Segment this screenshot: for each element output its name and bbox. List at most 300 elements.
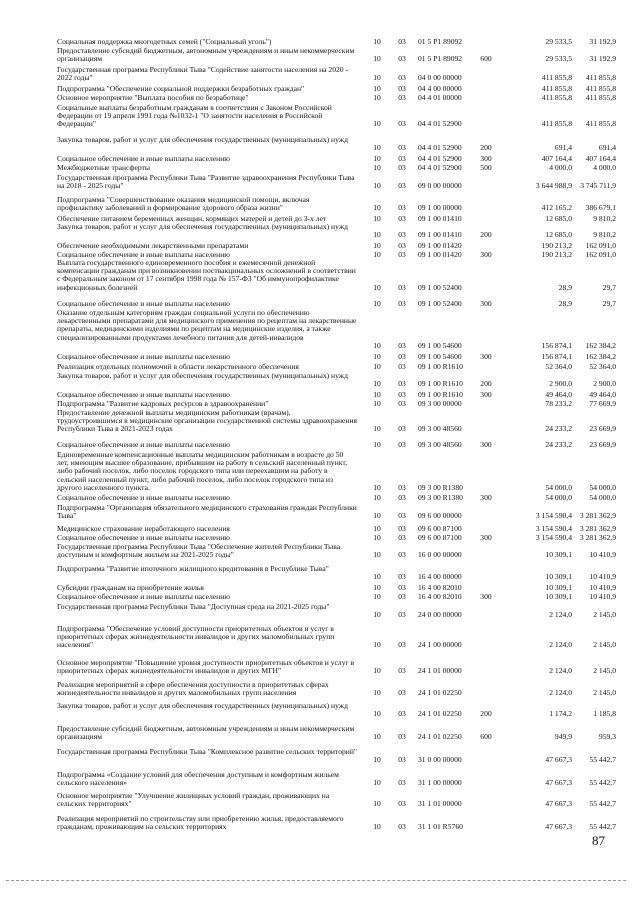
row-amount-2023: 23 669,9 xyxy=(589,424,616,434)
table-row xyxy=(0,38,640,46)
row-amount-2023: 411 855,8 xyxy=(585,92,616,102)
row-amount-2023: 77 669,9 xyxy=(589,398,616,408)
table-row xyxy=(0,409,640,434)
row-name: Социальное обеспечение и иные выплаты населению xyxy=(57,533,230,542)
row-name: Государственная программа Республики Тыва "Содействие занятости населения на 2020 - 2022 годы" xyxy=(57,65,349,83)
row-name: Основное мероприятие "Улучшение жилищных условий граждан, проживающих на сельских территориях" xyxy=(57,791,330,809)
row-subsection: 03 xyxy=(398,203,406,213)
row-amount-2022: 49 464,0 xyxy=(545,389,572,399)
table-row xyxy=(0,702,640,718)
row-section: 10 xyxy=(373,778,381,788)
row-expense-type: 300 xyxy=(480,439,492,449)
row-subsection: 03 xyxy=(398,119,406,129)
row-amount-2022: 10 309,1 xyxy=(545,582,572,592)
row-amount-2023: 55 442,7 xyxy=(589,778,616,788)
row-name: Государственная программа Республики Тыва "Доступная среда на 2021-2025 годы" xyxy=(57,602,330,611)
table-row xyxy=(0,372,640,388)
row-amount-2022: 2 900,0 xyxy=(549,379,572,389)
row-target-code: 16 4 00 00000 xyxy=(418,572,462,582)
row-section: 10 xyxy=(373,351,381,361)
row-amount-2023: 55 442,7 xyxy=(589,822,616,832)
row-target-code: 09 6 00 00000 xyxy=(418,511,462,521)
row-target-code: 16 0 00 00000 xyxy=(418,550,462,560)
row-section: 10 xyxy=(373,424,381,434)
row-target-code: 04 4 01 00000 xyxy=(418,92,462,102)
row-target-code: 09 1 00 R1610 xyxy=(418,379,463,389)
table-row xyxy=(0,66,640,82)
row-target-code: 09 1 00 01420 xyxy=(418,240,462,250)
row-amount-2023: 162 091,0 xyxy=(585,249,616,259)
row-amount-2022: 412 165,2 xyxy=(541,203,572,213)
row-amount-2022: 29 533,5 xyxy=(545,36,572,46)
row-name: Социальная поддержка многодетных семей ("Социальный уголь") xyxy=(57,37,272,46)
table-row xyxy=(0,625,640,650)
table-row xyxy=(0,543,640,559)
row-amount-2022: 47 667,3 xyxy=(545,822,572,832)
table-row xyxy=(0,441,640,449)
row-name: Реализация мероприятий по строительству или приобретению жилья, предоставляемого гражданам, проживающим на сельских территориях xyxy=(57,814,344,832)
row-subsection: 03 xyxy=(398,732,406,742)
row-subsection: 03 xyxy=(398,282,406,292)
row-target-code: 24 1 00 00000 xyxy=(418,640,462,650)
row-amount-2022: 4 000,0 xyxy=(549,162,572,172)
row-amount-2023: 10 410,9 xyxy=(589,572,616,582)
table-row xyxy=(0,94,640,102)
row-amount-2022: 156 874,1 xyxy=(541,351,572,361)
row-name: Предоставление субсидий бюджетным, автономным учреждениям и иным некоммерческим организациям xyxy=(57,46,355,64)
row-amount-2022: 2 124,0 xyxy=(549,688,572,698)
row-subsection: 03 xyxy=(398,439,406,449)
row-expense-type: 600 xyxy=(480,54,492,64)
row-section: 10 xyxy=(373,379,381,389)
row-section: 10 xyxy=(373,389,381,399)
row-subsection: 03 xyxy=(398,340,406,350)
row-subsection: 03 xyxy=(398,424,406,434)
table-row xyxy=(0,136,640,152)
row-target-code: 01 5 Р1 89092 xyxy=(418,54,463,64)
row-amount-2023: 3 745 711,9 xyxy=(580,181,616,191)
row-subsection: 03 xyxy=(398,511,406,521)
row-subsection: 03 xyxy=(398,230,406,240)
row-amount-2022: 47 667,3 xyxy=(545,755,572,765)
row-subsection: 03 xyxy=(398,298,406,308)
row-target-code: 09 1 00 R1610 xyxy=(418,361,463,371)
table-row xyxy=(0,451,640,492)
row-section: 10 xyxy=(373,298,381,308)
row-section: 10 xyxy=(373,610,381,620)
row-name: Закупка товаров, работ и услуг для обеспечения государственных (муниципальных) нужд xyxy=(57,371,348,380)
row-amount-2023: 1 185,8 xyxy=(593,709,616,719)
row-amount-2022: 28,9 xyxy=(558,282,572,292)
row-amount-2022: 24 233,2 xyxy=(545,439,572,449)
page-number: 87 xyxy=(592,833,605,848)
row-name: Социальное обеспечение и иные выплаты населению xyxy=(57,592,230,601)
table-row xyxy=(0,104,640,129)
row-name: Подпрограмма "Совершенствование оказания медицинской помощи, включая профилактику заболеваний и формирование здорового образа жизни" xyxy=(57,195,310,213)
table-row xyxy=(0,353,640,361)
row-amount-2022: 411 855,8 xyxy=(541,92,572,102)
row-subsection: 03 xyxy=(398,640,406,650)
row-target-code: 09 6 00 87100 xyxy=(418,532,462,542)
table-row xyxy=(0,391,640,399)
row-target-code: 09 1 00 R1610 xyxy=(418,389,463,399)
row-name: Подпрограмма "Обеспечение социальной поддержки безработных граждан" xyxy=(57,84,305,93)
row-amount-2022: 1 174,2 xyxy=(549,709,572,719)
row-amount-2023: 4 000,0 xyxy=(593,162,616,172)
row-name: Единовременные компенсационные выплаты медицинским работникам в возрасте до 50 лет, имеющим высшее образование, прибывшим на работу в сельский населенный пункт, либо рабочий поселок, либо поселок городского типа или переехавшим на работу в сельский населенный пункт, либо рабочий поселок, либо поселок городского типа из другого населенного пункта. xyxy=(57,450,348,492)
row-amount-2023: 162 384,2 xyxy=(585,340,616,350)
row-subsection: 03 xyxy=(398,799,406,809)
row-section: 10 xyxy=(373,83,381,93)
row-amount-2022: 54 000,0 xyxy=(545,492,572,502)
row-section: 10 xyxy=(373,799,381,809)
table-row xyxy=(0,363,640,371)
row-name: Подпрограмма "Обеспечение условий доступности приоритетных объектов и услуг в приоритетных сферах жизнедеятельности инвалидов и других маломобильных групп населения" xyxy=(57,624,335,650)
row-target-code: 04 4 01 52900 xyxy=(418,162,462,172)
row-section: 10 xyxy=(373,688,381,698)
row-amount-2023: 31 192,9 xyxy=(589,36,616,46)
row-target-code: 24 1 01 02250 xyxy=(418,709,462,719)
table-row xyxy=(0,309,640,350)
row-subsection: 03 xyxy=(398,213,406,223)
row-target-code: 31 1 01 00000 xyxy=(418,799,462,809)
table-row xyxy=(0,593,640,601)
table-row xyxy=(0,196,640,212)
row-subsection: 03 xyxy=(398,822,406,832)
table-row xyxy=(0,584,640,592)
row-amount-2022: 24 233,2 xyxy=(545,424,572,434)
row-name: Предоставление субсидий бюджетным, автономным учреждениям и иным некоммерческим организациям xyxy=(57,724,355,742)
row-amount-2022: 411 855,8 xyxy=(541,83,572,93)
footer-divider xyxy=(6,880,626,881)
row-amount-2022: 949,9 xyxy=(554,732,572,742)
row-amount-2022: 3 154 590,4 xyxy=(535,523,572,533)
row-expense-type: 200 xyxy=(480,143,492,153)
row-target-code: 31 1 01 R5760 xyxy=(418,822,463,832)
row-name: Закупка товаров, работ и услуг для обеспечения государственных (муниципальных) нужд xyxy=(57,135,348,144)
row-target-code: 24 1 01 02250 xyxy=(418,732,462,742)
row-section: 10 xyxy=(373,361,381,371)
row-amount-2022: 12 685,0 xyxy=(545,213,572,223)
row-amount-2023: 9 810,2 xyxy=(593,213,616,223)
table-row xyxy=(0,525,640,533)
row-amount-2022: 47 667,3 xyxy=(545,799,572,809)
table-row xyxy=(0,748,640,764)
row-amount-2023: 3 281 362,9 xyxy=(579,511,616,521)
row-amount-2023: 54 000,0 xyxy=(589,492,616,502)
table-row xyxy=(0,155,640,163)
row-subsection: 03 xyxy=(398,550,406,560)
row-name: Межбюджетные трансферты xyxy=(57,163,150,172)
table-row xyxy=(0,565,640,581)
row-section: 10 xyxy=(373,709,381,719)
row-amount-2022: 12 685,0 xyxy=(545,230,572,240)
row-section: 10 xyxy=(373,119,381,129)
row-subsection: 03 xyxy=(398,755,406,765)
row-amount-2023: 10 410,9 xyxy=(589,550,616,560)
table-row xyxy=(0,681,640,697)
row-section: 10 xyxy=(373,213,381,223)
row-subsection: 03 xyxy=(398,162,406,172)
row-amount-2022: 3 644 988,9 xyxy=(535,181,572,191)
row-target-code: 31 0 00 00000 xyxy=(418,755,462,765)
row-target-code: 09 1 00 52400 xyxy=(418,282,462,292)
row-section: 10 xyxy=(373,666,381,676)
row-target-code: 04 4 01 52900 xyxy=(418,119,462,129)
row-amount-2023: 3 281 362,9 xyxy=(579,523,616,533)
row-section: 10 xyxy=(373,240,381,250)
row-expense-type: 300 xyxy=(480,532,492,542)
row-amount-2023: 386 679,1 xyxy=(585,203,616,213)
row-amount-2023: 691,4 xyxy=(598,143,616,153)
row-expense-type: 300 xyxy=(480,153,492,163)
row-amount-2023: 54 000,0 xyxy=(589,482,616,492)
row-subsection: 03 xyxy=(398,482,406,492)
table-row xyxy=(0,164,640,172)
row-subsection: 03 xyxy=(398,523,406,533)
row-expense-type: 300 xyxy=(480,492,492,502)
row-target-code: 09 3 00 48560 xyxy=(418,424,462,434)
row-subsection: 03 xyxy=(398,153,406,163)
row-amount-2022: 29 533,5 xyxy=(545,54,572,64)
row-section: 10 xyxy=(373,482,381,492)
row-name: Основное мероприятие "Повышение уровня доступности приоритетных объектов и услуг в приоритетных сферах жизнедеятельности инвалидов и других МГН" xyxy=(57,658,355,676)
row-section: 10 xyxy=(373,439,381,449)
row-subsection: 03 xyxy=(398,379,406,389)
table-row xyxy=(0,400,640,408)
row-name: Предоставление денежной выплаты медицинским работникам (врачам), трудоустроившимся в медицинские организации государственной системы здравоохранения Республики Тыва в 2021-2023 годах xyxy=(57,408,358,434)
row-section: 10 xyxy=(373,249,381,259)
row-amount-2022: 2 124,0 xyxy=(549,640,572,650)
row-name: Социальное обеспечение и иные выплаты населению xyxy=(57,352,230,361)
row-subsection: 03 xyxy=(398,572,406,582)
row-subsection: 03 xyxy=(398,181,406,191)
row-subsection: 03 xyxy=(398,492,406,502)
row-target-code: 09 1 00 54600 xyxy=(418,351,462,361)
row-section: 10 xyxy=(373,73,381,83)
row-expense-type: 300 xyxy=(480,298,492,308)
row-name: Подпрограмма "Организация обязательного медицинского страхования граждан Республики Тыва" xyxy=(57,503,357,521)
row-target-code: 24 1 01 00000 xyxy=(418,666,462,676)
row-amount-2023: 3 281 362,9 xyxy=(579,532,616,542)
row-section: 10 xyxy=(373,532,381,542)
row-amount-2022: 28,9 xyxy=(558,298,572,308)
row-name: Социальное обеспечение и иные выплаты населению xyxy=(57,390,230,399)
row-name: Медицинское страхование неработающего населения xyxy=(57,524,230,533)
row-target-code: 09 3 00 48560 xyxy=(418,439,462,449)
row-amount-2022: 10 309,1 xyxy=(545,572,572,582)
row-amount-2022: 411 855,8 xyxy=(541,73,572,83)
row-amount-2022: 2 124,0 xyxy=(549,610,572,620)
table-row xyxy=(0,259,640,292)
table-row xyxy=(0,494,640,502)
row-section: 10 xyxy=(373,92,381,102)
row-amount-2023: 411 855,8 xyxy=(585,119,616,129)
row-name: Реализация мероприятий в сфере обеспечения доступности в приоритетных сферах жизнедеятельности инвалидов и других маломобильных групп населения xyxy=(57,680,329,698)
row-amount-2023: 55 442,7 xyxy=(589,755,616,765)
row-target-code: 09 0 00 00000 xyxy=(418,181,462,191)
row-amount-2022: 411 855,8 xyxy=(541,119,572,129)
row-target-code: 04 0 00 00000 xyxy=(418,73,462,83)
row-expense-type: 300 xyxy=(480,249,492,259)
row-target-code: 09 1 00 00000 xyxy=(418,203,462,213)
row-section: 10 xyxy=(373,582,381,592)
row-target-code: 09 1 00 52400 xyxy=(418,298,462,308)
row-amount-2023: 9 810,2 xyxy=(593,230,616,240)
table-row xyxy=(0,603,640,619)
row-subsection: 03 xyxy=(398,92,406,102)
table-row xyxy=(0,223,640,239)
row-subsection: 03 xyxy=(398,778,406,788)
row-subsection: 03 xyxy=(398,688,406,698)
row-amount-2023: 2 145,0 xyxy=(593,640,616,650)
row-amount-2023: 2 145,0 xyxy=(593,610,616,620)
row-section: 10 xyxy=(373,162,381,172)
row-target-code: 09 1 00 01410 xyxy=(418,213,462,223)
row-name: Социальное обеспечение и иные выплаты населению xyxy=(57,154,230,163)
row-section: 10 xyxy=(373,572,381,582)
row-section: 10 xyxy=(373,523,381,533)
row-amount-2023: 959,3 xyxy=(598,732,616,742)
row-subsection: 03 xyxy=(398,73,406,83)
row-section: 10 xyxy=(373,732,381,742)
row-section: 10 xyxy=(373,640,381,650)
row-expense-type: 600 xyxy=(480,732,492,742)
row-amount-2022: 2 124,0 xyxy=(549,666,572,676)
row-amount-2022: 691,4 xyxy=(554,143,572,153)
table-row xyxy=(0,174,640,190)
row-target-code: 09 3 00 00000 xyxy=(418,398,462,408)
row-subsection: 03 xyxy=(398,361,406,371)
row-subsection: 03 xyxy=(398,249,406,259)
row-amount-2023: 2 900,0 xyxy=(593,379,616,389)
row-section: 10 xyxy=(373,398,381,408)
row-subsection: 03 xyxy=(398,83,406,93)
row-target-code: 09 3 00 R1380 xyxy=(418,482,463,492)
row-subsection: 03 xyxy=(398,54,406,64)
row-name: Социальное обеспечение и иные выплаты населению xyxy=(57,250,230,259)
row-target-code: 16 4 00 82010 xyxy=(418,591,462,601)
row-subsection: 03 xyxy=(398,398,406,408)
row-amount-2023: 10 410,9 xyxy=(589,591,616,601)
row-target-code: 24 0 00 00000 xyxy=(418,610,462,620)
row-target-code: 04 4 00 00000 xyxy=(418,83,462,93)
row-name: Основное мероприятие "Выплата пособия по безработице" xyxy=(57,93,249,102)
row-target-code: 04 4 01 52900 xyxy=(418,153,462,163)
row-amount-2023: 52 364,0 xyxy=(589,361,616,371)
row-target-code: 31 1 00 00000 xyxy=(418,778,462,788)
row-target-code: 09 6 00 87100 xyxy=(418,523,462,533)
row-section: 10 xyxy=(373,340,381,350)
row-section: 10 xyxy=(373,550,381,560)
row-name: Государственная программа Республики Тыва "Развитие здравоохранения Республики Тыва на 2018 - 2025 годы" xyxy=(57,173,355,191)
row-amount-2022: 156 874,1 xyxy=(541,340,572,350)
row-amount-2023: 31 192,9 xyxy=(589,54,616,64)
row-amount-2022: 3 154 590,4 xyxy=(535,532,572,542)
row-expense-type: 200 xyxy=(480,230,492,240)
row-subsection: 03 xyxy=(398,610,406,620)
row-section: 10 xyxy=(373,511,381,521)
row-target-code: 24 1 01 02250 xyxy=(418,688,462,698)
row-target-code: 09 3 00 R1380 xyxy=(418,492,463,502)
row-section: 10 xyxy=(373,203,381,213)
row-expense-type: 300 xyxy=(480,389,492,399)
row-amount-2022: 190 213,2 xyxy=(541,249,572,259)
row-section: 10 xyxy=(373,282,381,292)
row-amount-2022: 10 309,1 xyxy=(545,550,572,560)
row-section: 10 xyxy=(373,755,381,765)
row-name: Выплата государственного единовременного пособия и ежемесячной денежной компенсации гражданам при возникновении поствакцинальных осложнений в соответствии с Федеральным законом от 17 сентября 1998 года № 157-ФЗ "Об иммунопрофилактике инфекционных болезней xyxy=(57,258,356,292)
row-amount-2022: 407 164,4 xyxy=(541,153,572,163)
row-name: Социальное обеспечение и иные выплаты населению xyxy=(57,299,230,308)
table-row xyxy=(0,85,640,93)
row-amount-2022: 3 154 590,4 xyxy=(535,511,572,521)
row-target-code: 09 1 00 01420 xyxy=(418,249,462,259)
row-name: Государственная программа Республики Тыва "Обеспечение жителей Республики Тыва доступным и комфортным жильем на 2021-2025 годы" xyxy=(57,542,341,560)
row-amount-2023: 411 855,8 xyxy=(585,83,616,93)
row-section: 10 xyxy=(373,143,381,153)
row-name: Закупка товаров, работ и услуг для обеспечения государственных (муниципальных) нужд xyxy=(57,701,348,710)
row-amount-2023: 2 145,0 xyxy=(593,666,616,676)
table-row xyxy=(0,659,640,675)
row-amount-2023: 162 091,0 xyxy=(585,240,616,250)
row-amount-2023: 407 164,4 xyxy=(585,153,616,163)
row-expense-type: 300 xyxy=(480,351,492,361)
row-amount-2023: 29,7 xyxy=(602,298,616,308)
row-name: Субсидии гражданам на приобретение жилья xyxy=(57,583,204,592)
row-target-code: 01 5 Р1 89092 xyxy=(418,36,463,46)
row-name: Государственная программа Республики Тыва "Комплексное развитие сельских территорий" xyxy=(57,747,358,756)
table-row xyxy=(0,792,640,808)
row-expense-type: 500 xyxy=(480,162,492,172)
row-expense-type: 200 xyxy=(480,379,492,389)
row-name: Обеспечение необходимыми лекарственными препаратами xyxy=(57,241,249,250)
row-name: Оказание отдельным категориям граждан социальной услуги по обеспечению лекарственными препаратами для медицинского применения по рецептам на лекарственные препараты, медицинскими изделиями по рецептам на медицинские изделия, а также специализированными продуктами лечебного питания для детей-инвалидов xyxy=(57,308,357,342)
row-amount-2022: 47 667,3 xyxy=(545,778,572,788)
table-row xyxy=(0,534,640,542)
row-section: 10 xyxy=(373,230,381,240)
row-amount-2022: 52 364,0 xyxy=(545,361,572,371)
row-section: 10 xyxy=(373,492,381,502)
row-target-code: 16 4 00 82010 xyxy=(418,582,462,592)
row-name: Подпрограмма "Развитие кадровых ресурсов в здравоохранении" xyxy=(57,399,269,408)
row-amount-2023: 10 410,9 xyxy=(589,582,616,592)
table-row xyxy=(0,47,640,63)
row-subsection: 03 xyxy=(398,351,406,361)
row-amount-2023: 162 384,2 xyxy=(585,351,616,361)
row-section: 10 xyxy=(373,153,381,163)
row-amount-2023: 23 669,9 xyxy=(589,439,616,449)
table-row xyxy=(0,300,640,308)
row-amount-2023: 411 855,8 xyxy=(585,73,616,83)
row-amount-2023: 49 464,0 xyxy=(589,389,616,399)
row-subsection: 03 xyxy=(398,709,406,719)
row-subsection: 03 xyxy=(398,591,406,601)
row-subsection: 03 xyxy=(398,389,406,399)
table-row xyxy=(0,504,640,520)
row-name: Подпрограмма "Развитие ипотечного жилищного кредитования в Республике Тыва" xyxy=(57,564,329,573)
row-subsection: 03 xyxy=(398,582,406,592)
row-section: 10 xyxy=(373,591,381,601)
table-row xyxy=(0,242,640,250)
row-name: Социальное обеспечение и иные выплаты населению xyxy=(57,493,230,502)
table-row xyxy=(0,771,640,787)
row-amount-2022: 54 000,0 xyxy=(545,482,572,492)
row-amount-2022: 190 213,2 xyxy=(541,240,572,250)
row-target-code: 09 1 00 54600 xyxy=(418,340,462,350)
row-section: 10 xyxy=(373,822,381,832)
row-subsection: 03 xyxy=(398,240,406,250)
